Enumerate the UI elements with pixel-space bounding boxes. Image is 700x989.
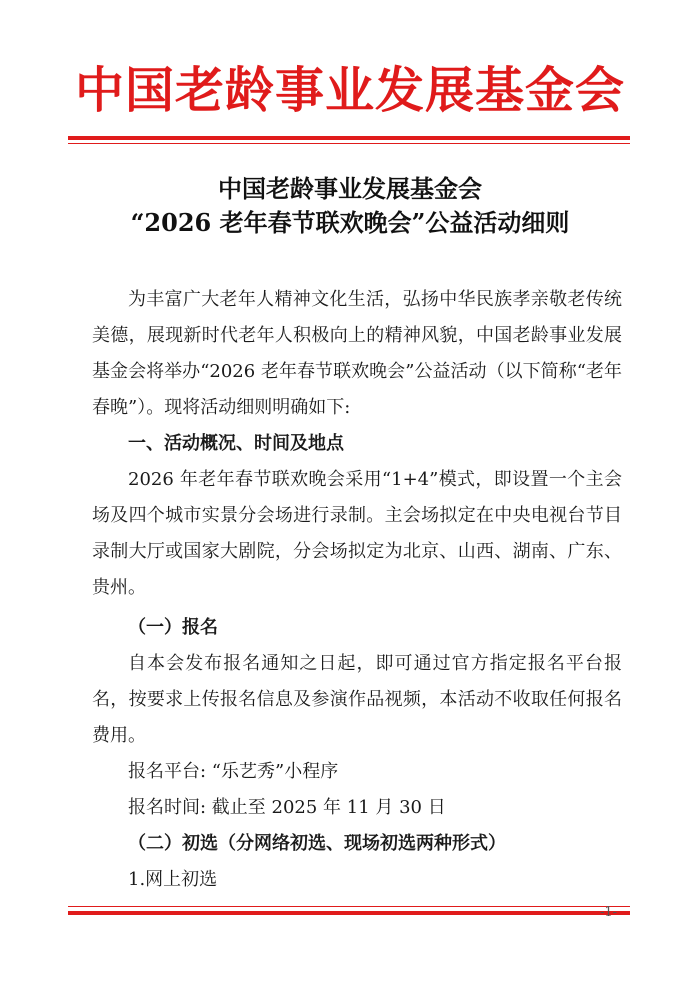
document-body [92,282,622,898]
subsection-heading-preliminary: （二）初选（分网络初选、现场初选两种形式） [128,833,506,854]
online-preliminary-item: 1.网上初选 [128,869,218,890]
document-title-line2: “2026 老年春节联欢晚会”公益活动细则 [130,208,570,237]
section-heading-1: 一、活动概况、时间及地点 [128,433,344,454]
intro-paragraph: 为丰富广大老年人精神文化生活，弘扬中华民族孝亲敬老传统美德，展现新时代老年人积极向上的精神风貌，中国老龄事业发展基金会将举办“2026 老年春节联欢晚会”公益活动（以下简称“老年春晚”）。现将活动细则明确如下: [92,289,622,418]
footer-rule-thin [68,906,630,907]
header-rule-thick [68,136,630,140]
subsection-heading-registration: （一）报名 [128,617,218,638]
registration-paragraph: 自本会发布报名通知之日起，即可通过官方指定报名平台报名，按要求上传报名信息及参演作品视频，本活动不收取任何报名费用。 [92,653,622,746]
org-header: 中国老龄事业发展基金会 [74,61,625,119]
document-title-line1: 中国老龄事业发展基金会 [218,174,482,203]
footer-rule-thick [68,911,630,915]
overview-paragraph: 2026 年老年春节联欢晚会采用“1+4”模式，即设置一个主会场及四个城市实景分会场进行录制。主会场拟定在中央电视台节目录制大厅或国家大剧院，分会场拟定为北京、山西、湖南、广东、贵州。 [92,469,622,598]
page-number: -1- [600,905,618,920]
registration-platform: 报名平台: “乐艺秀”小程序 [128,761,339,782]
header-rule-thin [68,143,630,144]
registration-deadline: 报名时间: 截止至 2025 年 11 月 30 日 [128,797,446,818]
